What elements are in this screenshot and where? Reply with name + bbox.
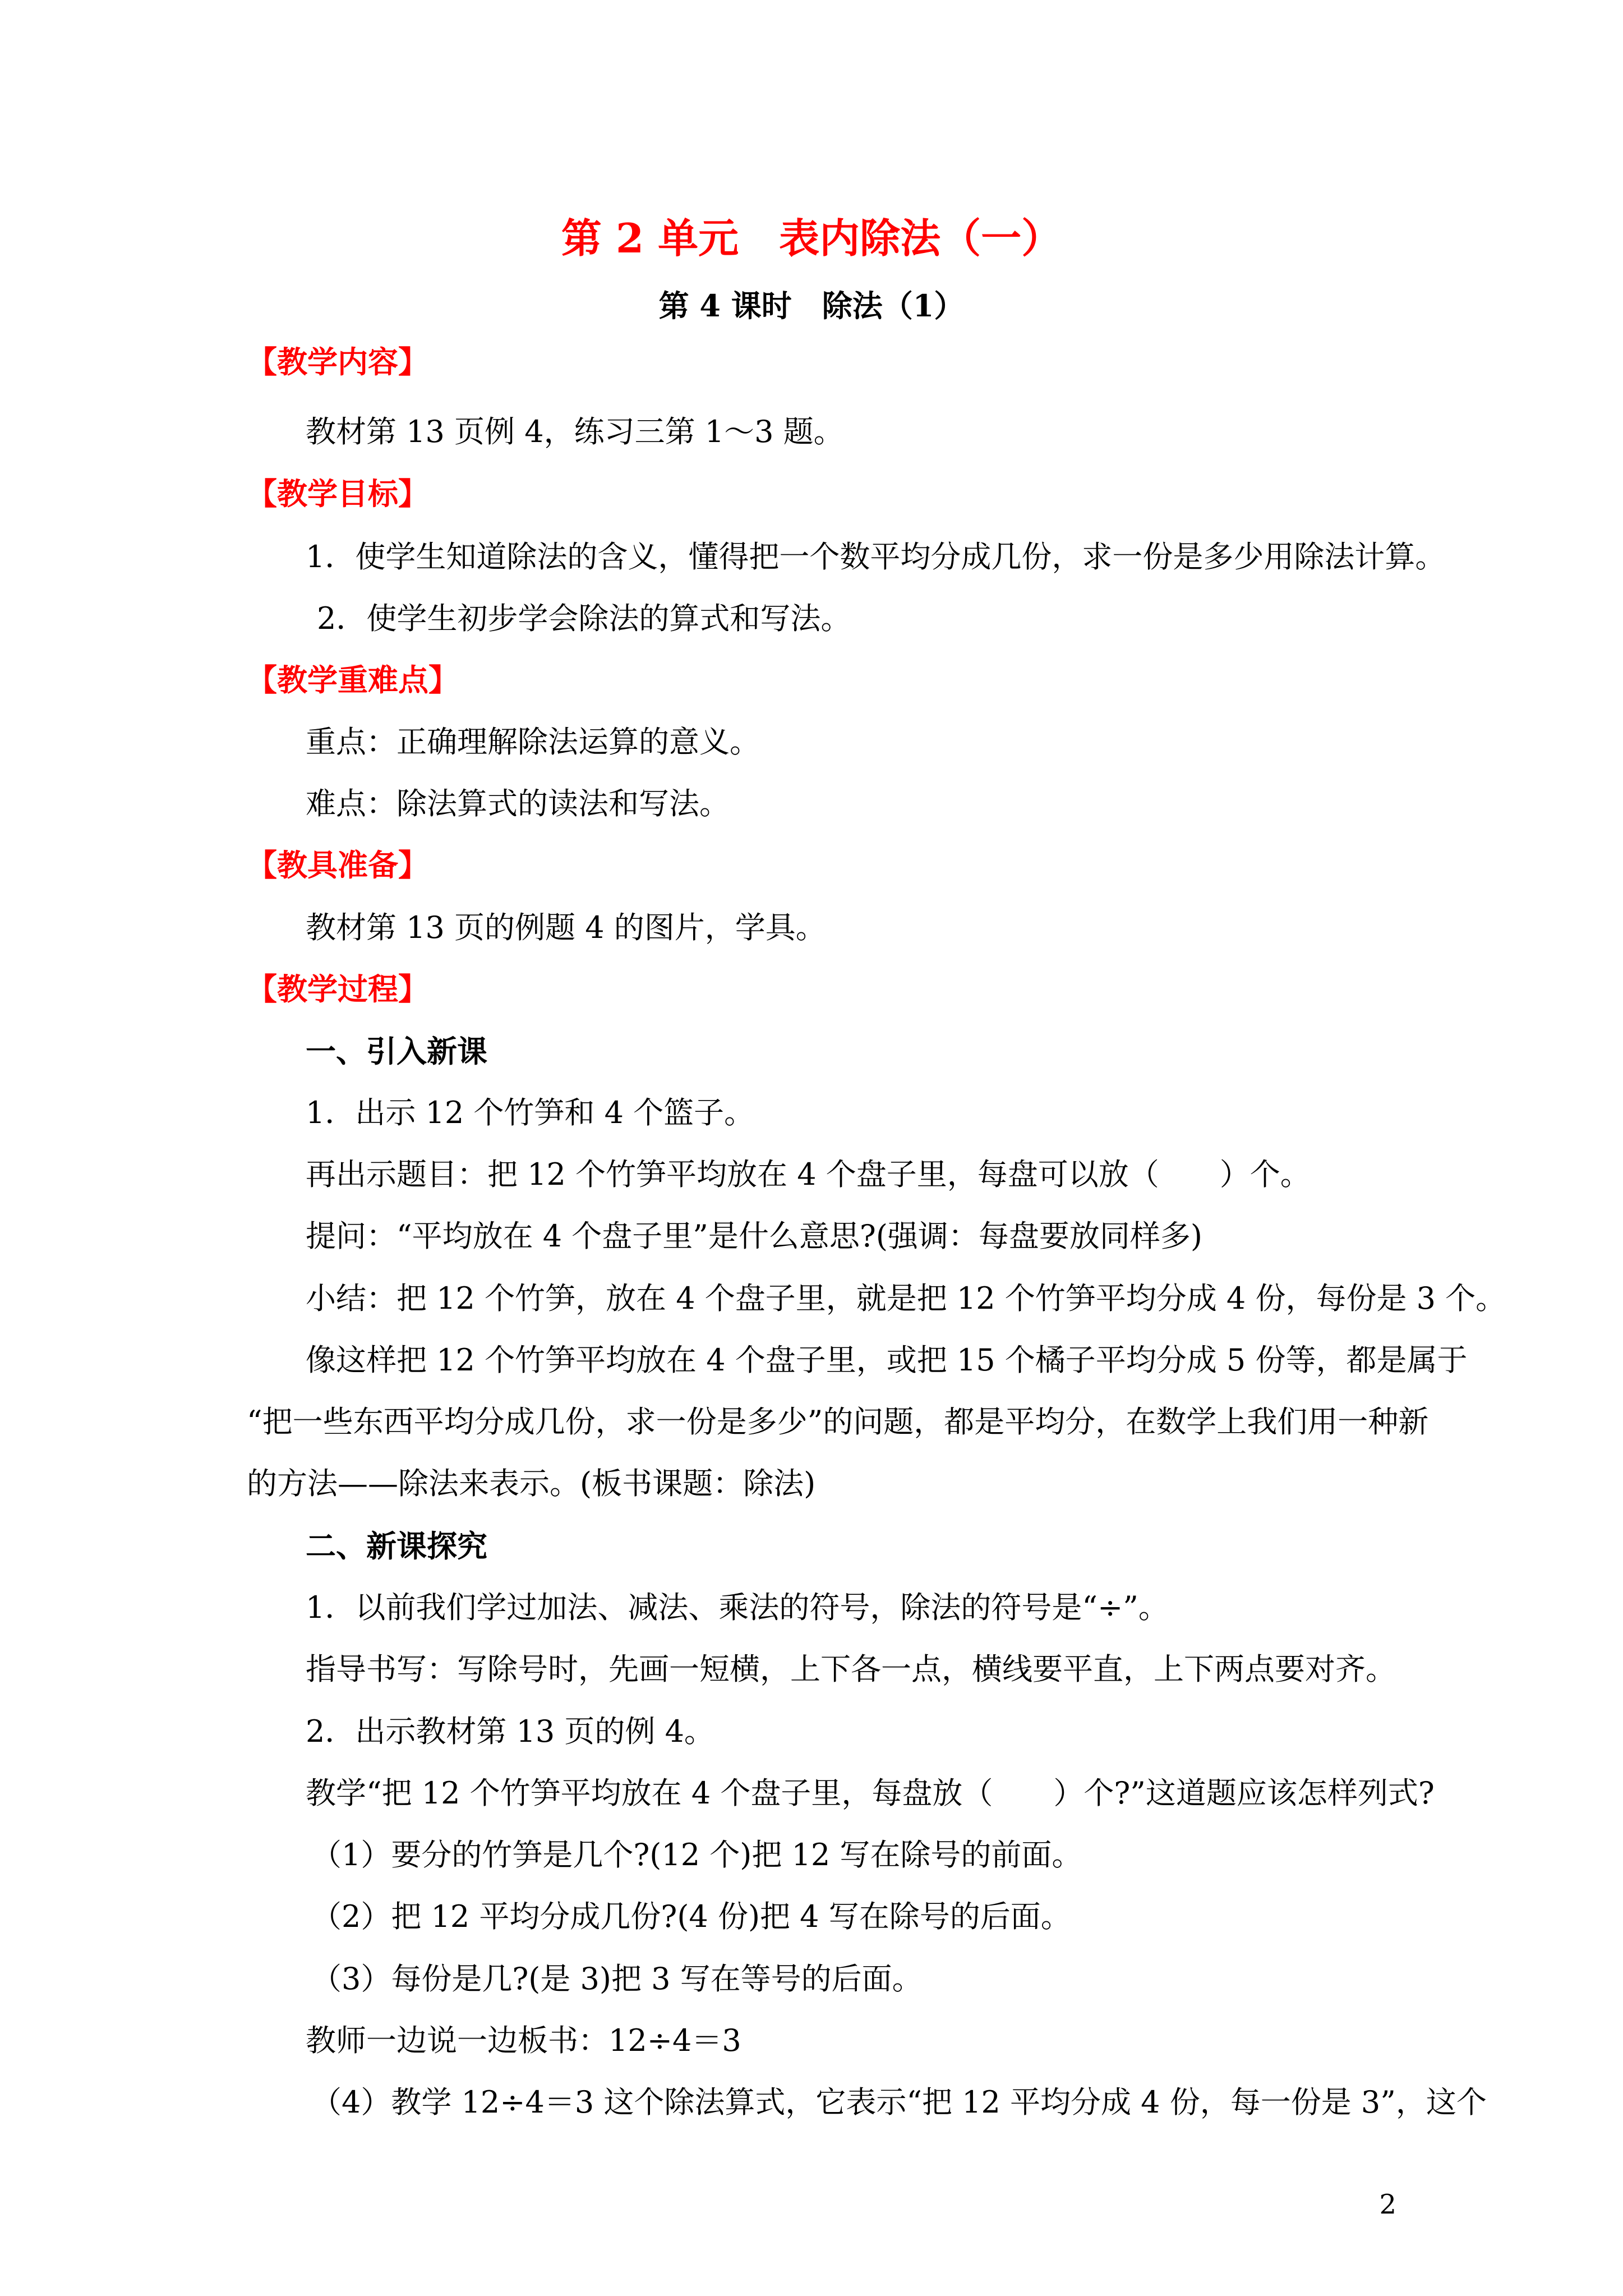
- part-2-heading: 二、新课探究: [306, 1528, 487, 1564]
- section-heading-process: 【教学过程】: [247, 971, 428, 1007]
- paragraph: （4）教学 12÷4＝3 这个除法算式，它表示“把 12 平均分成 4 份，每一份是 3”，这个: [311, 2085, 1487, 2120]
- paragraph: 教师一边说一边板书：12÷4＝3: [306, 2023, 741, 2058]
- paragraph: 教学“把 12 个竹笋平均放在 4 个盘子里，每盘放（ ）个?”这道题应该怎样列式?: [306, 1775, 1435, 1811]
- paragraph: 的方法——除法来表示。(板书课题：除法): [247, 1466, 816, 1501]
- paragraph: “把一些东西平均分成几份，求一份是多少”的问题，都是平均分，在数学上我们用一种新: [247, 1404, 1429, 1439]
- paragraph: 再出示题目：把 12 个竹笋平均放在 4 个盘子里，每盘可以放（ ）个。: [306, 1157, 1311, 1192]
- paragraph: 1．出示 12 个竹笋和 4 个篮子。: [306, 1095, 755, 1130]
- goal-item-2: 2．使学生初步学会除法的算式和写法。: [317, 601, 851, 636]
- content-text: 教材第 13 页例 4，练习三第 1～3 题。: [306, 414, 844, 449]
- page-title: 第 2 单元 表内除法（一）: [561, 214, 1062, 262]
- goal-item-1: 1．使学生知道除法的含义，懂得把一个数平均分成几份，求一份是多少用除法计算。: [306, 539, 1446, 574]
- paragraph: 小结：把 12 个竹笋，放在 4 个盘子里，就是把 12 个竹笋平均分成 4 份，每份是 3 个。: [306, 1281, 1506, 1316]
- paragraph: 指导书写：写除号时，先画一短横，上下各一点，横线要平直，上下两点要对齐。: [306, 1651, 1396, 1687]
- difficult-point-text: 难点：除法算式的读法和写法。: [306, 786, 730, 821]
- paragraph: 像这样把 12 个竹笋平均放在 4 个盘子里，或把 15 个橘子平均分成 5 份等，都是属于: [306, 1342, 1468, 1378]
- paragraph: 提问：“平均放在 4 个盘子里”是什么意思?(强调：每盘要放同样多): [306, 1218, 1202, 1254]
- section-heading-key-points: 【教学重难点】: [247, 662, 459, 698]
- part-1-heading: 一、引入新课: [306, 1033, 487, 1069]
- paragraph: 1．以前我们学过加法、减法、乘法的符号，除法的符号是“÷”。: [306, 1590, 1169, 1625]
- section-heading-tools: 【教具准备】: [247, 847, 428, 883]
- tools-text: 教材第 13 页的例题 4 的图片，学具。: [306, 910, 826, 945]
- section-heading-content: 【教学内容】: [247, 344, 428, 380]
- paragraph: （3）每份是几?(是 3)把 3 写在等号的后面。: [311, 1961, 923, 1996]
- page-number: 2: [1379, 2189, 1396, 2220]
- section-heading-goals: 【教学目标】: [247, 476, 428, 512]
- paragraph: （2）把 12 平均分成几份?(4 份)把 4 写在除号的后面。: [311, 1899, 1071, 1934]
- lesson-subtitle: 第 4 课时 除法（1）: [658, 288, 965, 324]
- key-point-text: 重点：正确理解除法运算的意义。: [306, 724, 760, 760]
- paragraph: 2．出示教材第 13 页的例 4。: [306, 1714, 714, 1749]
- paragraph: （1）要分的竹笋是几个?(12 个)把 12 写在除号的前面。: [311, 1837, 1082, 1872]
